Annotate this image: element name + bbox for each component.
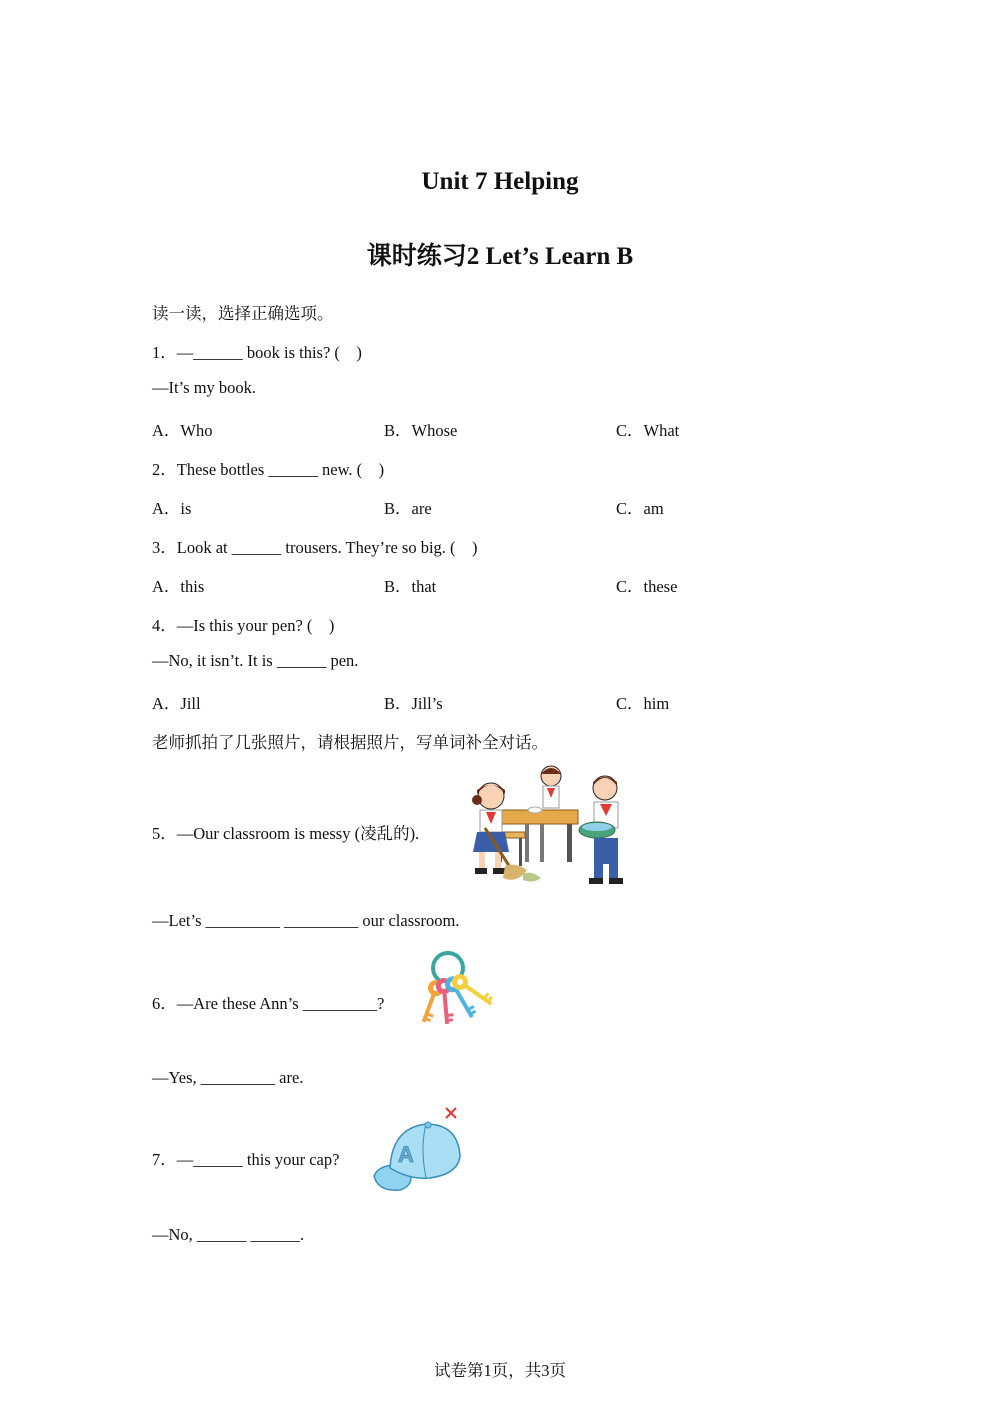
question-6-stem: 6．—Are these Ann’s _________?	[152, 994, 385, 1013]
question-7-stem: 7．—______ this your cap?	[152, 1150, 340, 1169]
question-2-option-a: A．is	[152, 499, 192, 518]
question-5-stem: 5．—Our classroom is messy (凌乱的).	[152, 824, 420, 843]
question-2-option-c: C．am	[616, 499, 664, 518]
page-footer: 试卷第1页，共3页	[434, 1361, 566, 1380]
question-1-reply: —It’s my book.	[152, 378, 257, 397]
question-4-option-c: C．him	[616, 694, 670, 713]
question-3-option-a: A．this	[152, 577, 205, 596]
section-instruction-1: 读一读，选择正确选项。	[152, 304, 334, 323]
question-3-stem: 3．Look at ______ trousers. They’re so big. ( )	[152, 538, 478, 557]
page-subtitle: 课时练习2 Let’s Learn B	[366, 243, 634, 270]
question-1-option-a: A．Who	[152, 421, 213, 440]
question-3-option-b: B．that	[384, 577, 437, 596]
question-4-option-a: A．Jill	[152, 694, 201, 713]
question-2-stem: 2．These bottles ______ new. ( )	[152, 460, 385, 479]
keys-image	[414, 948, 492, 1030]
question-6-reply: —Yes, _________ are.	[152, 1068, 304, 1087]
question-4-reply: —No, it isn’t. It is ______ pen.	[152, 651, 359, 670]
question-2-option-b: B．are	[384, 499, 432, 518]
question-5-reply: —Let’s _________ _________ our classroom.	[152, 911, 460, 930]
question-3-option-c: C．these	[616, 577, 678, 596]
page-title: Unit 7 Helping	[421, 168, 579, 195]
question-1-option-c: C．What	[616, 421, 680, 440]
question-1-stem: 1．—______ book is this? ( )	[152, 343, 362, 362]
cap-image	[370, 1104, 465, 1194]
question-1-option-b: B．Whose	[384, 421, 458, 440]
svg-text:A: A	[398, 1142, 414, 1167]
question-4-stem: 4．—Is this your pen? ( )	[152, 616, 335, 635]
question-7-reply: —No, ______ ______.	[152, 1225, 305, 1244]
question-4-option-b: B．Jill’s	[384, 694, 443, 713]
section-instruction-2: 老师抓拍了几张照片，请根据照片，写单词补全对话。	[152, 733, 548, 752]
classroom-cleaning-image	[455, 762, 630, 887]
